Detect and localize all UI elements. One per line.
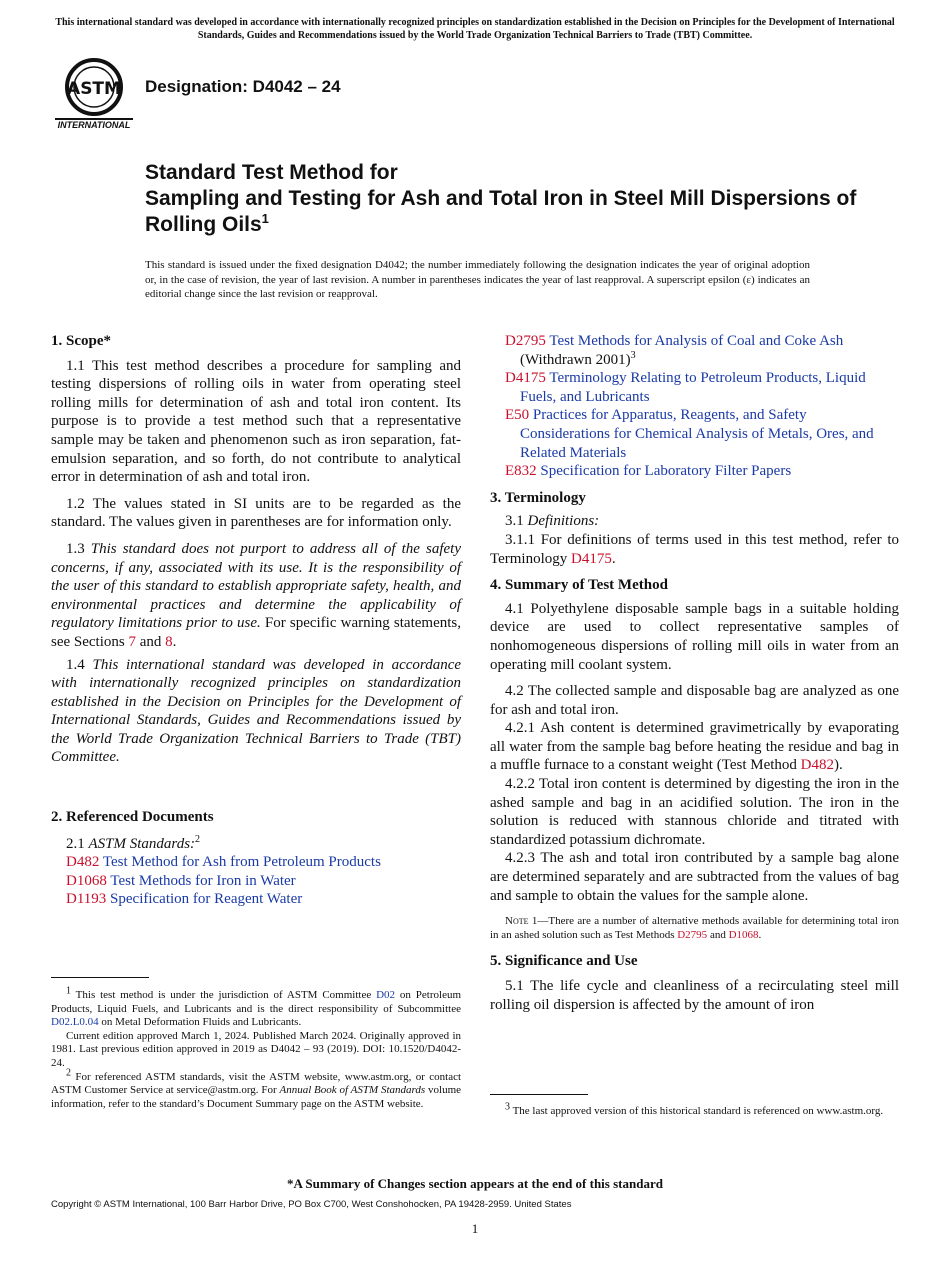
title-line-1: Standard Test Method for <box>145 161 398 184</box>
footnote-1-text-a: This test method is under the jurisdiction of ASTM Committee <box>75 989 372 1001</box>
logo-letters: ASTM <box>67 79 121 99</box>
note-1-text: —There are a number of alternative methods available for determining total iron in an ashed solution such as Test Methods <box>490 915 899 941</box>
note-1 <box>490 915 899 942</box>
ref-code[interactable]: D2795 <box>505 333 546 349</box>
footnote-1-edition: Current edition approved March 1, 2024. Published March 2024. Originally approved in 1981. Last previous edition approved in 2019 as D4042 – 93 (2019). DOI: 10.1520/D4042-24. <box>51 1029 461 1069</box>
link-section-7[interactable]: 7 <box>128 633 136 650</box>
reference-item[interactable] <box>490 406 899 462</box>
period: . <box>172 633 177 650</box>
para-4-2-1-text: 4.2.1 Ash content is determined gravimetrically by evaporating all water from the sample bag before heating the residue and bag in a muffle furnace to a constant weight (Test Method <box>490 720 899 774</box>
designation: Designation: D4042 – 24 <box>145 77 341 96</box>
para-3-1-number: 3.1 <box>505 513 524 530</box>
para-2-1-number: 2.1 <box>66 835 85 852</box>
ref-code[interactable]: D1193 <box>66 891 107 908</box>
para-4-2: 4.2 The collected sample and disposable bag are analyzed as one for ash and total iron. <box>490 683 899 718</box>
link-d4175[interactable]: D4175 <box>571 550 612 567</box>
para-1-3-number: 1.3 <box>66 540 85 557</box>
para-4-2-2: 4.2.2 Total iron content is determined by digesting the iron in the ashed sample and bag in an acidified solution. The iron in the solution is reduced with stannous chloride and titrated with standardized potassium dichromate. <box>490 776 899 848</box>
para-1-3 <box>51 540 461 652</box>
footnote-rule <box>51 977 149 978</box>
footnote-2-text-b: volume information, refer to the standard’s Document Summary page on the ASTM website. <box>51 1084 462 1110</box>
link-section-8[interactable]: 8 <box>165 633 173 650</box>
reference-item[interactable] <box>490 369 899 406</box>
tbt-notice: This international standard was developed in accordance with internationally recognized principles on standardization established in the Decision on Principles for the Development of International Standards, Guides and Recommendations issued by the World Trade Organization Technical Barriers to Trade (TBT) Committee. <box>55 17 895 41</box>
note-and: and <box>709 928 726 941</box>
footnote-mark-3: 3 <box>630 349 636 361</box>
section-4-heading: 4. Summary of Test Method <box>490 577 668 594</box>
and-text: and <box>139 633 162 650</box>
ref-code[interactable]: D482 <box>66 854 100 871</box>
para-1-4-number: 1.4 <box>66 656 85 673</box>
summary-of-changes-note: *A Summary of Changes section appears at the end of this standard <box>287 1176 663 1191</box>
ref-title[interactable]: Test Method for Ash from Petroleum Products <box>102 854 381 871</box>
footnote-1-mark: 1 <box>66 985 71 997</box>
para-4-1: 4.1 Polyethylene disposable sample bags in a suitable holding device are used to collect representative samples of nonhomogeneous dispersions of rolling mill oils in water from an operating mill coolant system. <box>490 600 899 673</box>
para-4-2-1-tail: ). <box>834 757 843 774</box>
ref-code[interactable]: D4175 <box>505 370 546 387</box>
ref-title[interactable]: Terminology Relating to Petroleum Products, Liquid Fuels, and Lubricants <box>520 370 866 405</box>
para-5-1: 5.1 The life cycle and cleanliness of a recirculating steel mill rolling oil dispersion is affected by the amount of iron <box>490 978 899 1013</box>
ref-code[interactable]: E50 <box>505 407 530 424</box>
logo-subtitle: INTERNATIONAL <box>57 120 131 130</box>
copyright: Copyright © ASTM International, 100 Barr Harbor Drive, PO Box C700, West Conshohocken, PA 19428-2959. United States <box>51 1199 572 1210</box>
para-1-4 <box>51 656 461 768</box>
para-3-1-1-text: 3.1.1 For definitions of terms used in this test method, refer to Terminology <box>490 531 899 567</box>
para-1-2: 1.2 The values stated in SI units are to be regarded as the standard. The values given in parentheses are for information only. <box>51 495 461 531</box>
ref-title[interactable]: Specification for Reagent Water <box>110 891 303 908</box>
link-subcommittee[interactable]: D02.L0.04 <box>51 1016 99 1029</box>
note-end: . <box>758 928 762 941</box>
reference-item[interactable] <box>490 462 899 481</box>
footnote-2-mark: 2 <box>66 1066 71 1078</box>
astm-logo <box>52 56 136 132</box>
title-line-2: Sampling and Testing for Ash and Total Iron in Steel Mill Dispersions of Rolling Oils <box>145 187 857 236</box>
para-1-3-italic: This standard does not purport to address all of the safety concerns, if any, associated with its use. It is the responsibility of the user of this standard to establish appropriate safety, health, and environmental practices and determine the applicability of regulatory limitations prior to use. <box>51 540 461 632</box>
footnote-1-text-c: on Metal Deformation Fluids and Lubricants. <box>101 1016 302 1029</box>
page-number: 1 <box>471 1221 479 1236</box>
document-title <box>145 160 865 238</box>
reference-item[interactable] <box>51 890 461 909</box>
para-2-1 <box>51 835 461 854</box>
section-2-heading: 2. Referenced Documents <box>51 809 214 825</box>
footnote-3-text: The last approved version of this historical standard is referenced on www.astm.org. <box>512 1105 884 1117</box>
reference-item[interactable] <box>490 332 899 369</box>
footnote-mark-2: 2 <box>195 833 201 845</box>
ref-code[interactable]: D1068 <box>66 872 107 889</box>
reference-item[interactable] <box>51 872 461 891</box>
right-column <box>490 332 899 1014</box>
footnote-1-text-b: on Petroleum Products, Liquid Fuels, and Lubricants and is the direct responsibility of Subcommittee <box>51 989 462 1015</box>
link-d482[interactable]: D482 <box>800 757 835 774</box>
footnote-2 <box>51 1066 462 1112</box>
reference-item[interactable] <box>51 853 461 872</box>
definitions-label: Definitions: <box>527 513 600 530</box>
link-committee-d02[interactable]: D02 <box>376 989 396 1001</box>
footnote-2-text-a: For referenced ASTM standards, visit the ASTM website, www.astm.org, or contact ASTM Customer Service at service@astm.org. For <box>51 1070 462 1097</box>
footnote-rule <box>490 1094 588 1095</box>
ref-title[interactable]: Test Methods for Iron in Water <box>110 872 296 889</box>
para-3-1-1 <box>490 531 899 568</box>
ref-extra: (Withdrawn 2001) <box>520 351 631 368</box>
section-5-heading: 5. Significance and Use <box>490 953 638 970</box>
period: . <box>611 550 616 567</box>
ref-title[interactable]: Test Methods for Analysis of Coal and Coke Ash <box>549 333 844 349</box>
footnote-3-mark: 3 <box>505 1101 510 1113</box>
link-d1068[interactable]: D1068 <box>728 928 759 941</box>
para-1-4-italic: This international standard was developed in accordance with internationally recognized principles on standardization established in the Decision on Principles for the Development of International Standards, Guides and Recommendations issued by the World Trade Organization Technical Barriers to Trade (TBT) Committee. <box>51 656 462 766</box>
ref-title[interactable]: Practices for Apparatus, Reagents, and Safety Considerations for Chemical Analysis of Metals, Ores, and Related Materials <box>520 407 874 461</box>
para-3-1 <box>490 512 899 531</box>
issued-statement: This standard is issued under the fixed designation D4042; the number immediately following the designation indicates the year of original adoption or, in the case of revision, the year of last revision. A number in parentheses indicates the year of last reapproval. A superscript epsilon (ε) indicates an editorial change since the last revision or reapproval. <box>145 259 810 300</box>
title-footnote-mark: 1 <box>261 211 269 226</box>
ref-code[interactable]: E832 <box>505 463 537 480</box>
astm-standards-label: ASTM Standards: <box>88 835 196 852</box>
note-1-label: Note 1 <box>505 915 538 928</box>
section-1-heading: 1. Scope* <box>51 333 111 349</box>
para-1-1: 1.1 This test method describes a procedure for sampling and testing dispersions of rolling oils in water from operating steel rolling mills for determination of ash and total iron content. Its purpose is to provide a test method such that a representative sample may be taken and phenomenon such as iron separation, fat-emulsion separation, and so forth, do not contribute to analytical error in determination of ash and total iron. <box>51 357 461 486</box>
section-3-heading: 3. Terminology <box>490 489 586 506</box>
para-4-2-3: 4.2.3 The ash and total iron contributed by a sample bag alone are determined separately and are subtracted from the values of bag and sample to obtain the values for the sample alone. <box>490 850 899 904</box>
left-footnotes <box>51 985 462 1111</box>
right-footnotes <box>490 1101 899 1119</box>
left-column <box>51 332 461 767</box>
link-d2795[interactable]: D2795 <box>677 928 708 941</box>
para-1-3-tail: For specific warning statements, see Sections <box>51 615 461 650</box>
ref-title[interactable]: Specification for Laboratory Filter Papers <box>540 463 792 480</box>
para-4-2-1 <box>490 719 899 775</box>
footnote-3 <box>490 1101 899 1119</box>
footnote-1 <box>51 985 462 1030</box>
section-2 <box>51 808 461 909</box>
footnote-2-italic: Annual Book of ASTM Standards <box>279 1084 426 1097</box>
